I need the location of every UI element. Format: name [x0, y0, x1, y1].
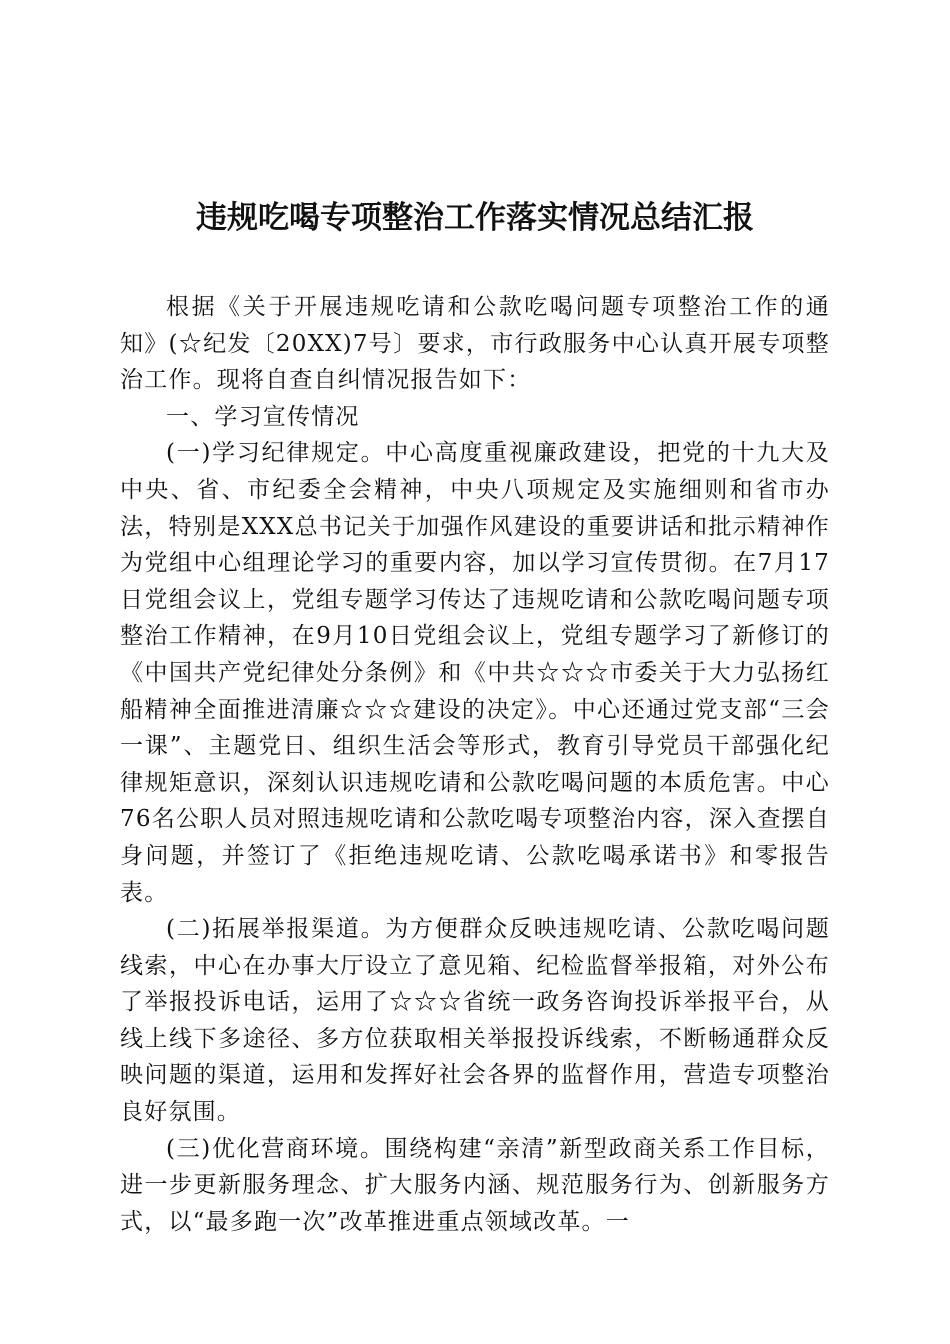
intro-paragraph: 根据《关于开展违规吃请和公款吃喝问题专项整治工作的通知》(☆纪发〔20XX)7号〕要求，市行政服务中心认真开展专项整治工作。现将自查自纠情况报告如下： [120, 294, 830, 394]
document-body [120, 289, 830, 1240]
paragraph-business-environment: (三)优化营商环境。围绕构建“亲清”新型政商关系工作目标，进一步更新服务理念、扩大服务内涵、规范服务行为、创新服务方式，以“最多跑一次”改革推进重点领域改革。一 [120, 1135, 830, 1235]
paragraph-report-channels: (二)拓展举报渠道。为方便群众反映违规吃请、公款吃喝问题线索，中心在办事大厅设立了意见箱、纪检监督举报箱，对外公布了举报投诉电话，运用了☆☆☆省统一政务咨询投诉举报平台，从线上线下多途径、多方位获取相关举报投诉线索，不断畅通群众反映问题的渠道，运用和发挥好社会各界的监督作用，营造专项整治良好氛围。 [120, 916, 830, 1126]
paragraph-study-rules: (一)学习纪律规定。中心高度重视廉政建设，把党的十九大及中央、省、市纪委全会精神，中央八项规定及实施细则和省市办法，特别是XXX总书记关于加强作风建设的重要讲话和批示精神作为党组中心组理论学习的重要内容，加以学习宣传贯彻。在7月17日党组会议上，党组专题学习传达了违规吃请和公款吃喝问题专项整治工作精神，在9月10日党组会议上，党组专题学习了新修订的《中国共产党纪律处分条例》和《中共☆☆☆市委关于大力弘扬红船精神全面推进清廉☆☆☆建设的决定》。中心还通过党支部“三会一课”、主题党日、组织生活会等形式，教育引导党员干部强化纪律规矩意识，深刻认识违规吃请和公款吃喝问题的本质危害。中心76名公职人员对照违规吃请和公款吃喝专项整治内容，深入查摆自身问题，并签订了《拒绝违规吃请、公款吃喝承诺书》和零报告表。 [120, 440, 830, 906]
section-heading: 一、学习宣传情况 [166, 403, 360, 430]
document-title: 违规吃喝专项整治工作落实情况总结汇报 [196, 200, 754, 236]
